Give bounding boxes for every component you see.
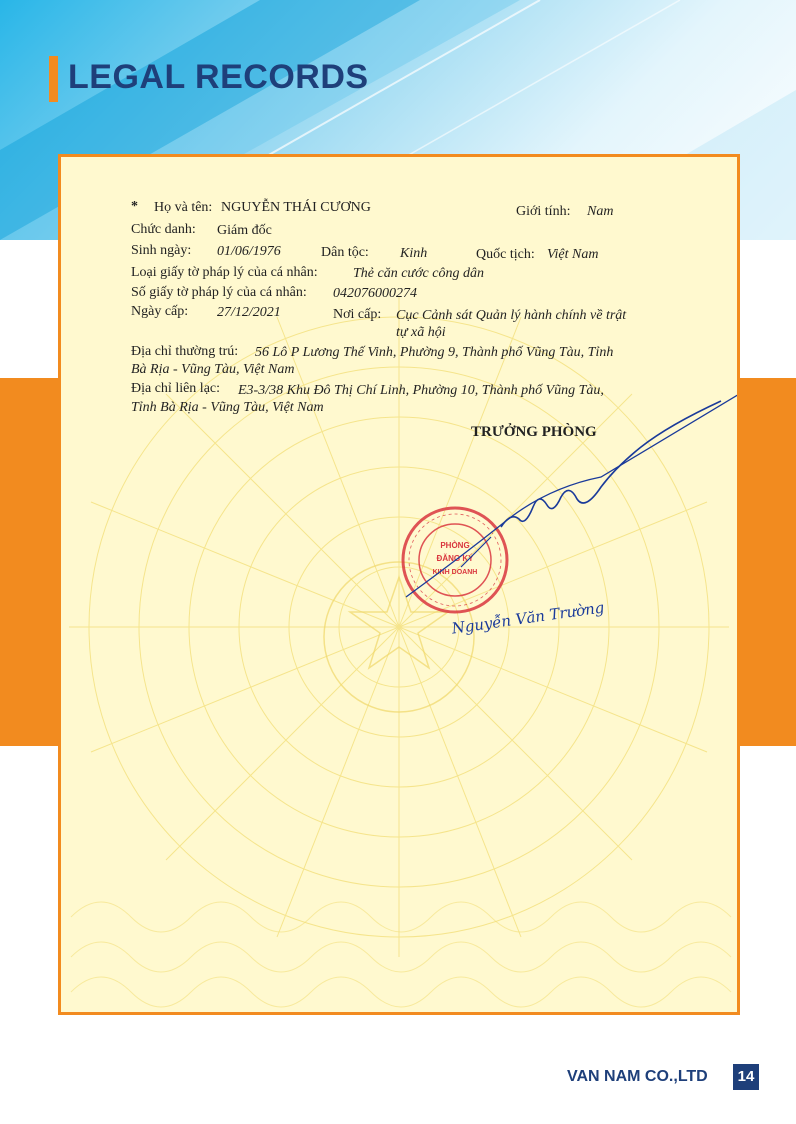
dob-label: Sinh ngày: bbox=[131, 243, 192, 258]
stamp-text-1: PHÒNG bbox=[440, 541, 470, 550]
ethnicity-label: Dân tộc: bbox=[321, 245, 369, 260]
permanent-address-label: Địa chỉ thường trú: bbox=[131, 344, 239, 359]
stamp-text-3: KINH DOANH bbox=[432, 569, 478, 576]
position-value: Giám đốc bbox=[217, 223, 272, 238]
signer-title: TRƯỞNG PHÒNG bbox=[471, 424, 597, 440]
signer-name: Nguyễn Văn Trường bbox=[450, 598, 606, 638]
ethnicity-value: Kinh bbox=[400, 246, 428, 261]
id-type-label: Loại giấy tờ pháp lý của cá nhân: bbox=[131, 265, 318, 280]
contact-address-label: Địa chỉ liên lạc: bbox=[131, 381, 221, 396]
gender-label: Giới tính: bbox=[516, 204, 571, 219]
legal-document bbox=[58, 154, 740, 1015]
title-accent-bar bbox=[49, 56, 58, 102]
issue-place-line2: tự xã hội bbox=[396, 325, 446, 340]
nationality-label: Quốc tịch: bbox=[476, 247, 535, 262]
position-label: Chức danh: bbox=[131, 222, 196, 237]
bullet: * bbox=[131, 199, 138, 214]
signature bbox=[401, 387, 740, 607]
issue-date-value: 27/12/2021 bbox=[217, 305, 281, 320]
permanent-address-line2: Bà Rịa - Vũng Tàu, Việt Nam bbox=[131, 362, 295, 377]
permanent-address-line1: 56 Lô P Lương Thế Vinh, Phường 9, Thành phố Vũng Tàu, Tỉnh bbox=[255, 345, 614, 360]
id-type-value: Thẻ căn cước công dân bbox=[353, 266, 484, 281]
stamp-text-2: ĐĂNG KÝ bbox=[436, 554, 474, 563]
issue-place-line1: Cục Cảnh sát Quản lý hành chính về trật bbox=[396, 308, 627, 323]
contact-address-line2: Tỉnh Bà Rịa - Vũng Tàu, Việt Nam bbox=[131, 400, 324, 415]
page-number: 14 bbox=[733, 1064, 759, 1090]
contact-address-line1: E3-3/38 Khu Đô Thị Chí Linh, Phường 10, Thành phố Vũng Tàu, bbox=[238, 383, 604, 398]
footer-company-name: VAN NAM CO.,LTD bbox=[567, 1068, 708, 1085]
issue-date-label: Ngày cấp: bbox=[131, 304, 189, 319]
page-title: LEGAL RECORDS bbox=[68, 58, 369, 96]
nationality-value: Việt Nam bbox=[547, 247, 599, 262]
dob-value: 01/06/1976 bbox=[217, 244, 281, 259]
issue-place-label: Nơi cấp: bbox=[333, 307, 382, 322]
name-value: NGUYỄN THÁI CƯƠNG bbox=[221, 200, 371, 215]
id-number-value: 042076000274 bbox=[333, 286, 417, 301]
gender-value: Nam bbox=[587, 204, 614, 219]
name-label: Họ và tên: bbox=[154, 200, 213, 215]
id-number-label: Số giấy tờ pháp lý của cá nhân: bbox=[131, 285, 307, 300]
